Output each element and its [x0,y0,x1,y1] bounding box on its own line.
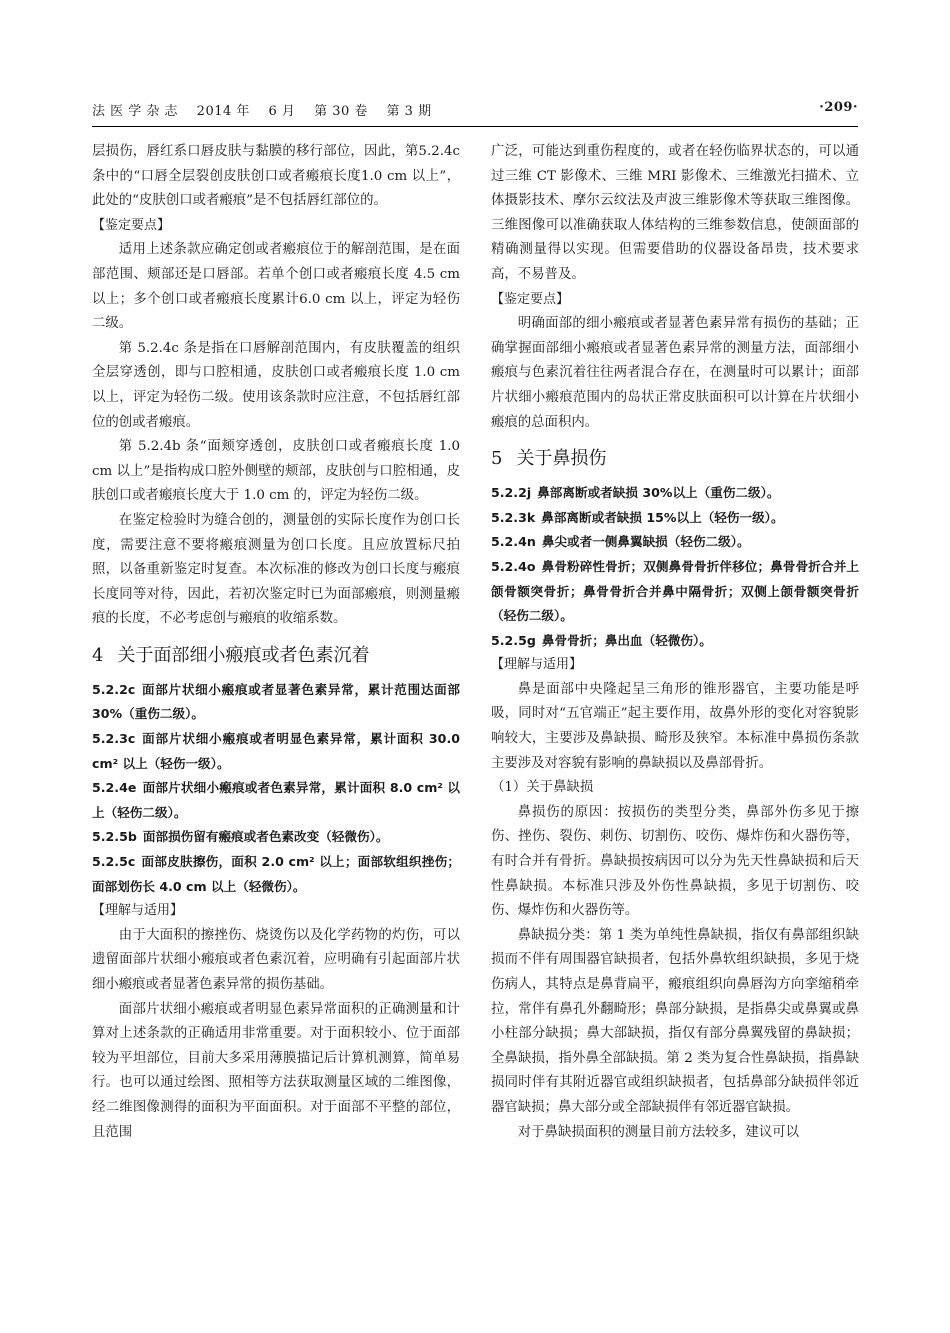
clause-text: 面部片状细小瘢痕或者显著色素异常，累计范围达面部 30%（重伤二级）。 [92,681,460,722]
journal-info [92,100,446,119]
clause [92,850,460,899]
clause-text: 面部损伤留有瘢痕或者色素改变（轻微伤）。 [142,829,389,845]
section-tag: 【理解与适用】 [491,657,583,673]
paragraph: 对于鼻缺损面积的测量目前方法较多，建议可以 [517,1124,799,1140]
section-heading [92,642,460,670]
clause [92,825,460,850]
paragraph: 第 5.2.4b 条“面颊穿透创，皮肤创口或者瘢痕长度 1.0 cm 以上”是指构成口腔外侧壁的颊部，皮肤创与口腔相通，皮肤创口或者瘢痕长度大于 1.0 cm 的，评定为轻伤二级。 [92,439,460,504]
paragraph: 广泛，可能达到重伤程度的，或者在轻伤临界状态的，可以通过三维 CT 影像术、三维 MRI 影像术、三维激光扫描术、立体摄影技术、摩尔云纹法及声波三维影像术等获取三维图像。三维图像可以准确获取人体结构的三维参数信息，使颌面部的精确测量得以实现。但需要借助的仪器设备昂贵，技术要求高，不易普及。 [491,144,859,282]
journal-name: 法 医 学 杂 志 [92,104,179,119]
page-number: ·209· [819,100,858,115]
clause [92,776,460,825]
paragraph: 在鉴定检验时为缝合创的，测量创的实际长度作为创口长度，需要注意不要将瘢痕测量为创口长度。且应放置标尺拍照，以备重新鉴定时复查。本次标准的修改为创口长度与瘢痕长度同等对待，因此，若初次鉴定时已为面部瘢痕，则测量瘢痕的长度，不必考虑创与瘢痕的收缩系数。 [92,512,460,627]
clause-code: 5.2.3k [491,509,536,525]
section-number: 4 [92,644,104,666]
journal-year: 2014 年 [196,104,250,119]
paragraph: 层损伤，唇红系口唇皮肤与黏膜的移行部位，因此，第5.2.4c 条中的“口唇全层裂创皮肤创口或者瘢痕长度1.0 cm 以上”，此处的“皮肤创口或者瘢痕”是不包括唇红部位的。 [92,144,460,209]
clause-text: 面部片状细小瘢痕或者明显色素异常，累计面积 30.0 cm² 以上（轻伤一级）。 [92,731,460,771]
paragraph: 鼻损伤的原因：按损伤的类型分类，鼻部外伤多见于擦伤、挫伤、裂伤、刺伤、切割伤、咬伤、爆炸伤和火器伤等，有时合并有骨折。鼻缺损按病因可以分为先天性鼻缺损和后天性鼻缺损。本标准只涉及外伤性鼻缺损，多见于切割伤、咬伤、爆炸伤和火器伤等。 [491,804,859,919]
section-tag: 【理解与适用】 [92,903,184,919]
clause-code: 5.2.4e [92,780,137,796]
paragraph: 明确面部的细小瘢痕或者显著色素异常有损伤的基础；正确掌握面部细小瘢痕或者显著色素异常的测量方法，面部细小瘢痕与色素沉着往往两者混合存在，在测量时可以累计；面部片状细小瘢痕范围内的岛状正常皮肤面积可以计算在片状细小瘢痕的总面积内。 [491,316,859,430]
subsection-heading: （1）关于鼻缺损 [491,780,594,796]
paragraph: 鼻缺损分类：第 1 类为单纯性鼻缺损，指仅有鼻部组织缺损而不伴有周围器官缺损者，包括外鼻软组织缺损，多见于烧伤病人，其特点是鼻背扁平，瘢痕组织向鼻唇沟方向挛缩稍牵拉，常伴有鼻孔外翻畸形；鼻部分缺损，是指鼻尖或鼻翼或鼻小柱部分缺损；鼻大部缺损，指仅有部分鼻翼残留的鼻缺损；全鼻缺损，指外鼻全部缺损。第 2 类为复合性鼻缺损，指鼻缺损同时伴有其附近器官或组织缺损者，包括鼻部分缺损伴邻近器官缺损；鼻大部分或全部缺损伴有邻近器官缺损。 [491,927,859,1115]
left-column [92,140,460,1145]
clause [491,481,859,506]
clause-text: 面部皮肤擦伤，面积 2.0 cm² 以上；面部软组织挫伤；面部划伤长 4.0 cm 以上（轻微伤）。 [92,854,460,894]
clause-text: 鼻部离断或者缺损 15%以上（轻伤一级）。 [541,509,784,525]
clause-text: 鼻尖或者一侧鼻翼缺损（轻伤二级）。 [541,534,750,550]
clause-code: 5.2.5g [491,632,536,648]
clause [491,629,859,654]
clause-code: 5.2.4n [491,534,536,550]
journal-volume: 第 30 卷 [314,104,368,119]
right-column [491,140,859,1145]
section-heading [491,445,859,473]
section-tag: 【鉴定要点】 [92,217,171,233]
section-title: 关于面部细小瘢痕或者色素沉着 [117,644,370,666]
paragraph: 由于大面积的擦挫伤、烧烫伤以及化学药物的灼伤，可以遗留面部片状细小瘢痕或者色素沉着，应明确有引起面部片状细小瘢痕或者显著色素异常的损伤基础。 [92,927,460,992]
journal-issue: 第 3 期 [386,104,432,119]
paragraph: 鼻是面部中央隆起呈三角形的锥形器官，主要功能是呼吸，同时对“五官端正”起主要作用，故鼻外形的变化对容貌影响较大，主要涉及鼻缺损、畸形及狭窄。本标准中鼻损伤条款主要涉及对容貌有影响的鼻缺损以及鼻部骨折。 [491,681,859,771]
clause-text: 鼻骨粉碎性骨折；双侧鼻骨骨折伴移位；鼻骨骨折合并上颌骨额突骨折；鼻骨骨折合并鼻中隔骨折；双侧上颌骨额突骨折（轻伤二级）。 [491,558,859,624]
section-tag: 【鉴定要点】 [491,291,570,307]
clause-code: 5.2.2j [491,485,532,501]
clause-code: 5.2.5b [92,829,137,845]
clause-code: 5.2.2c [92,681,136,697]
clause-code: 5.2.3c [92,731,136,747]
clause [491,530,859,555]
clause-text: 面部片状细小瘢痕或者色素异常，累计面积 8.0 cm² 以上（轻伤二级）。 [92,780,460,820]
clause-text: 鼻部离断或者缺损 30%以上（重伤二级）。 [537,485,780,501]
clause [491,506,859,531]
paragraph: 第 5.2.4c 条是指在口唇解剖范围内，有皮肤覆盖的组织全层穿透创，即与口腔相通，皮肤创口或者瘢痕长度 1.0 cm 以上，评定为轻伤二级。使用该条款时应注意，不包括唇红部位的创或者瘢痕。 [92,340,460,430]
clause [491,555,859,629]
paragraph: 面部片状细小瘢痕或者明显色素异常面积的正确测量和计算对上述条款的正确适用非常重要。对于面积较小、位于面部较为平坦部位，目前大多采用薄膜描记后计算机测算，简单易行。也可以通过绘图、照相等方法获取测量区域的二维图像，经二维图像测得的面积为平面面积。对于面部不平整的部位，且范围 [92,1001,460,1140]
paragraph: 适用上述条款应确定创或者瘢痕位于的解剖范围，是在面部范围、颊部还是口唇部。若单个创口或者瘢痕长度 4.5 cm 以上；多个创口或者瘢痕长度累计6.0 cm 以上，评定为轻伤二级。 [92,242,460,332]
clause-code: 5.2.4o [491,558,536,574]
clause-text: 鼻骨骨折；鼻出血（轻微伤）。 [541,632,712,648]
journal-month: 6 月 [268,104,296,119]
running-header [92,100,858,122]
clause-code: 5.2.5c [92,854,136,870]
header-rule [92,126,858,127]
clause [92,678,460,727]
clause [92,727,460,776]
section-title: 关于鼻损伤 [516,448,607,470]
section-number: 5 [491,448,503,470]
